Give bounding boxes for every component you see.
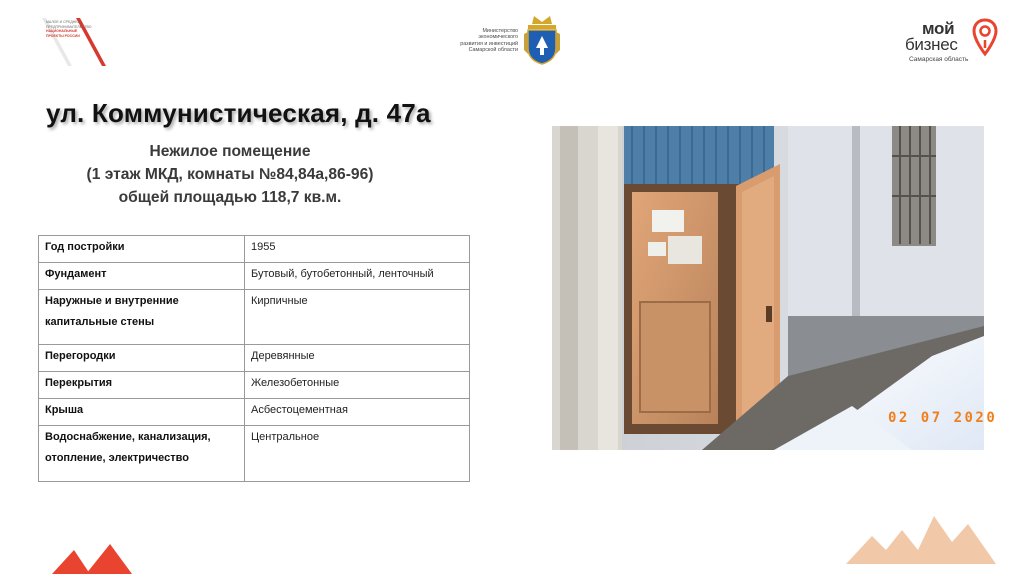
property-label: Наружные и внутренние капитальные стены [39,290,245,345]
decorative-chevron-beige [846,512,996,564]
property-label: Перекрытия [39,372,245,399]
subtitle-line-1: Нежилое помещение [149,143,311,160]
samara-coat-of-arms-icon [522,14,562,66]
property-value: Железобетонные [245,372,470,399]
table-row [39,372,470,399]
table-row [39,399,470,426]
natl-projects-small-text: МАЛОЕ И СРЕДНЕЕ ПРЕДПРИНИМАТЕЛЬСТВО [46,20,92,29]
moi-biznes-region: Самарская область [909,56,969,63]
property-value: Асбестоцементная [245,399,470,426]
moi-biznes-word-2: бизнес [905,35,958,54]
subtitle-line-2: (1 этаж МКД, комнаты №84,84а,86-96) [86,166,374,183]
property-value: Бутовый, бутобетонный, ленточный [245,263,470,290]
building-photo [552,126,998,450]
ministry-line-1: Министерство [482,28,518,34]
table-row [39,426,470,482]
map-pin-icon [972,18,998,58]
object-description [40,140,420,209]
ministry-line-4: Самарской области [468,47,518,54]
ministry-logo [440,14,570,66]
property-label: Год постройки [39,236,245,263]
table-row [39,236,470,263]
page-title: ул. Коммунистическая, д. 47а [46,98,431,128]
photo-date-stamp: 02 07 2020 [888,410,998,426]
natl-projects-main-text: НАЦИОНАЛЬНЫЕ ПРОЕКТЫ РОССИИ [46,29,80,38]
property-label: Фундамент [39,263,245,290]
property-value: Кирпичные [245,290,470,345]
ministry-line-3: развития и инвестиций [460,40,518,47]
property-label: Крыша [39,399,245,426]
property-label: Перегородки [39,345,245,372]
national-projects-logo [36,16,108,70]
building-properties-table [38,235,470,482]
property-value: Центральное [245,426,470,482]
table-row [39,263,470,290]
table-row [39,345,470,372]
moi-biznes-logo [900,16,1004,70]
ministry-line-2: экономического [478,34,518,41]
property-value: Деревянные [245,345,470,372]
table-row [39,290,470,345]
property-value: 1955 [245,236,470,263]
decorative-chevron-red [52,544,148,574]
property-label: Водоснабжение, канализация, отопление, электричество [39,426,245,482]
entrance-door-image [552,126,984,450]
moi-biznes-word-1: мой [922,19,955,38]
subtitle-line-3: общей площадью 118,7 кв.м. [118,189,342,206]
